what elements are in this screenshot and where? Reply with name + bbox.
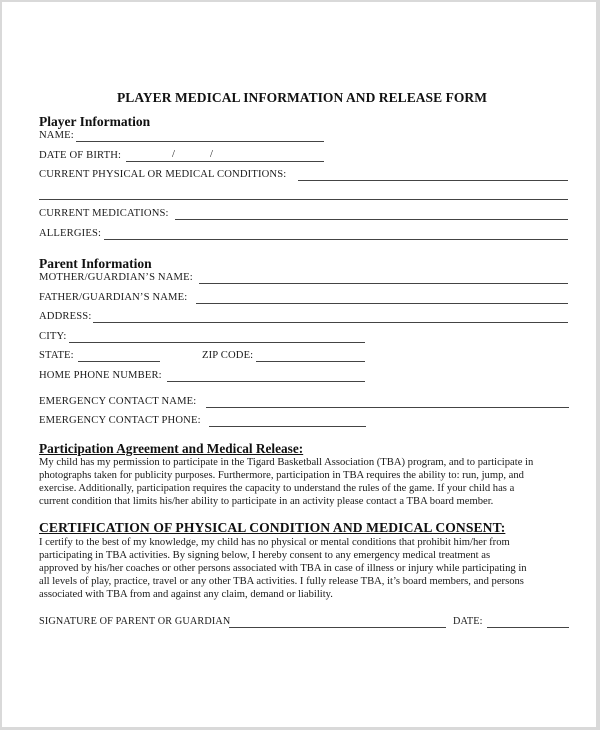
home-phone-label: HOME PHONE NUMBER: [39, 370, 162, 381]
address-label: ADDRESS: [39, 311, 92, 322]
mother-name-field[interactable] [199, 283, 568, 284]
conditions-field[interactable] [298, 180, 568, 181]
name-field[interactable] [76, 141, 324, 142]
emergency-contact-name-label: EMERGENCY CONTACT NAME: [39, 396, 197, 407]
signature-field[interactable] [229, 627, 446, 628]
dob-field[interactable] [126, 161, 324, 162]
medications-label: CURRENT MEDICATIONS: [39, 208, 169, 219]
emergency-contact-phone-field[interactable] [209, 426, 366, 427]
dob-separator: / [210, 149, 213, 160]
state-field[interactable] [78, 361, 160, 362]
participation-text-line: photographs taken for publicity purposes. Furthermore, participation in TBA requires the ability to: run, jump, and [39, 470, 524, 481]
form-title: PLAYER MEDICAL INFORMATION AND RELEASE FORM [116, 90, 488, 105]
certification-text-line: all levels of play, practice, travel or any other TBA activities. I fully release TBA, it’s board members, and persons [39, 576, 524, 587]
name-label: NAME: [39, 130, 74, 141]
emergency-contact-phone-label: EMERGENCY CONTACT PHONE: [39, 415, 201, 426]
city-field[interactable] [69, 342, 365, 343]
date-label: DATE: [453, 616, 483, 627]
certification-text-line: I certify to the best of my knowledge, my child has no physical or mental conditions that prohibit him/her from [39, 537, 510, 548]
certification-text-line: participating in TBA activities. By signing below, I hereby consent to any emergency medical treatment as [39, 550, 491, 561]
certification-heading: CERTIFICATION OF PHYSICAL CONDITION AND MEDICAL CONSENT: [39, 520, 506, 535]
mother-name-label: MOTHER/GUARDIAN’S NAME: [39, 272, 193, 283]
zip-code-label: ZIP CODE: [202, 350, 254, 361]
certification-text-line: associated with TBA from and against any claim, demand or liability. [39, 589, 333, 600]
participation-text-line: exercise. Additionally, participation requires the capacity to understand the rules of the game. If your child has a [39, 483, 515, 494]
participation-text-line: My child has my permission to participate in the Tigard Basketball Association (TBA) program, and to participate in [39, 457, 534, 468]
signature-label: SIGNATURE OF PARENT OR GUARDIAN [39, 616, 231, 627]
medications-field[interactable] [175, 219, 568, 220]
home-phone-field[interactable] [167, 381, 365, 382]
state-label: STATE: [39, 350, 74, 361]
city-label: CITY: [39, 331, 67, 342]
allergies-label: ALLERGIES: [39, 228, 102, 239]
father-name-field[interactable] [196, 303, 568, 304]
player-information-heading: Player Information [39, 114, 151, 129]
date-field[interactable] [487, 627, 569, 628]
emergency-contact-name-field[interactable] [206, 407, 569, 408]
allergies-field[interactable] [104, 239, 568, 240]
participation-agreement-heading: Participation Agreement and Medical Release: [39, 441, 304, 456]
father-name-label: FATHER/GUARDIAN’S NAME: [39, 292, 188, 303]
dob-label: DATE OF BIRTH: [39, 150, 122, 161]
parent-information-heading: Parent Information [39, 256, 152, 271]
address-field[interactable] [93, 322, 568, 323]
zip-code-field[interactable] [256, 361, 365, 362]
dob-separator: / [172, 149, 175, 160]
certification-text-line: approved by his/her coaches or other persons associated with TBA in case of illness or injury while participating in [39, 563, 527, 574]
conditions-field-line-2[interactable] [39, 199, 568, 200]
participation-text-line: current condition that limits his/her ability to participate in an activity please contact a TBA board member. [39, 496, 494, 507]
conditions-label: CURRENT PHYSICAL OR MEDICAL CONDITIONS: [39, 169, 287, 180]
